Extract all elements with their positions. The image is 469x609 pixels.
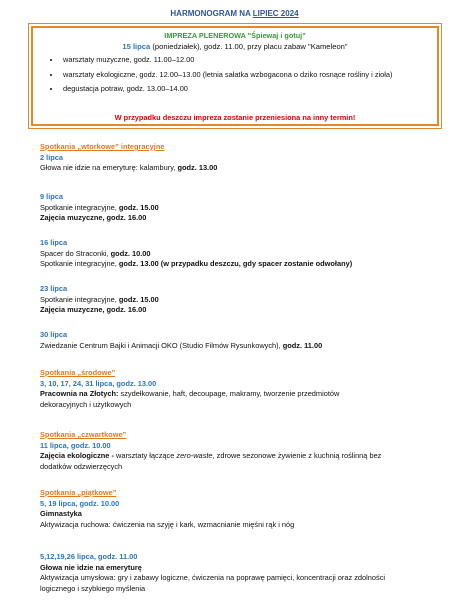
friday-entry-2-title: Głowa nie idzie na emeryturę — [40, 562, 142, 572]
rain-notice: W przypadku deszczu impreza zostanie przeniesiona na inny termin! — [114, 113, 356, 122]
entry-text: Spotkanie integracyjne, — [40, 259, 119, 268]
thursday-entry-2: dodatków odzwierzęcych — [40, 461, 123, 471]
event-activity-list — [41, 55, 449, 99]
event-box — [31, 26, 439, 126]
entry-time: godz. 13.00 (w przypadku deszczu, gdy spacer zostanie odwołany) — [118, 259, 353, 268]
entry-time: godz. 15.00 — [118, 202, 159, 212]
tuesday-entry-2a — [40, 203, 450, 214]
entry-text: Spotkanie integracyjne, — [40, 202, 119, 212]
page-title — [0, 9, 469, 20]
tuesday-date-4: 23 lipca — [40, 284, 68, 293]
entry-text-cont: , zdrowe sezonowe żywienie z kuchnią roślinną bez — [212, 451, 382, 460]
thursday-heading: Spotkania „czwartkowe” — [40, 430, 127, 439]
friday-heading: Spotkania „piątkowe” — [40, 488, 117, 497]
tuesday-entry-2b: Zajęcia muzyczne, godz. 16.00 — [40, 213, 147, 222]
entry-text: Zwiedzanie Centrum Bajki i Animacji OKO (Studio Filmów Rysunkowych), — [40, 340, 283, 350]
thursday-section — [40, 430, 450, 472]
friday-entry-1-text: Aktywizacja ruchowa: ćwiczenia na szyję i kark, wzmacnianie mięśni rąk i nóg — [40, 519, 295, 529]
tuesday-block-5 — [40, 330, 450, 351]
tuesday-date-1: 2 lipca — [40, 152, 64, 162]
entry-italic: zero-waste — [176, 451, 213, 460]
event-date-line — [33, 42, 437, 53]
entry-time: godz. 15.00 — [118, 294, 159, 304]
title-month: LIPIEC 2024 — [252, 9, 299, 18]
entry-title: Pracownia na Złotych: — [40, 389, 119, 398]
tuesday-entry-4b: Zajęcia muzyczne, godz. 16.00 — [40, 305, 147, 314]
friday-entry-2-text-2: logicznego i szybkiego myślenia — [40, 583, 146, 593]
friday-entry-2-text-1: Aktywizacja umysłowa: gry i zabawy logiczne, ćwiczenia na poprawę pamięci, koncentracji oraz zdolności — [40, 573, 386, 582]
event-line-rest: (poniedziałek), godz. 11.00, przy placu zabaw "Kameleon" — [150, 42, 348, 51]
tuesday-section — [40, 142, 450, 174]
entry-text: Głowa nie idzie na emeryturę: kalambury, — [40, 163, 178, 172]
entry-time: godz. 10.00 — [110, 248, 151, 258]
friday-date-1: 5, 19 lipca, godz. 10.00 — [40, 498, 120, 508]
tuesday-heading: Spotkania „wtorkowe” integracyjne — [40, 142, 165, 151]
friday-block-2 — [40, 552, 450, 594]
event-date: 15 lipca — [122, 42, 151, 51]
tuesday-block-4 — [40, 284, 450, 316]
tuesday-block-3 — [40, 238, 450, 270]
tuesday-block-2 — [40, 192, 450, 224]
event-title: IMPREZA PLENEROWA "Śpiewaj i gotuj" — [164, 31, 306, 40]
entry-text: Spacer do Straconki, — [40, 248, 111, 258]
entry-time: godz. 11.00 — [282, 340, 323, 350]
tuesday-date-3: 16 lipca — [40, 238, 68, 247]
tuesday-entry-5 — [40, 341, 450, 352]
wednesday-entry-1 — [40, 389, 450, 400]
entry-time: godz. 13.00 — [177, 163, 218, 172]
wednesday-heading: Spotkania „środowe” — [40, 368, 116, 377]
entry-text: szydełkowanie, haft, decoupage, makramy, tworzenie przedmiotów — [118, 389, 340, 398]
list-item: • warsztaty muzyczne, godz. 11.00–12.00 — [61, 55, 449, 66]
tuesday-date-2: 9 lipca — [40, 192, 64, 201]
wednesday-section — [40, 368, 450, 410]
thursday-dates: 11 lipca, godz. 10.00 — [40, 440, 111, 450]
tuesday-date-5: 30 lipca — [40, 330, 68, 339]
list-item: • warsztaty ekologiczne, godz. 12.00–13.00 (letnia sałatka wzbogacona o dziko rosnące rośliny i zioła) — [61, 70, 449, 81]
list-item: • degustacja potraw, godz. 13.00–14.00 — [61, 84, 449, 95]
entry-text: warsztaty łączące — [113, 451, 177, 460]
friday-entry-1-title: Gimnastyka — [40, 509, 82, 518]
title-prefix: HARMONOGRAM NA — [170, 9, 253, 18]
friday-section — [40, 488, 450, 530]
friday-date-2: 5,12,19,26 lipca, godz. 11.00 — [40, 552, 138, 561]
entry-text: Spotkanie integracyjne, — [40, 294, 119, 304]
tuesday-entry-3a — [40, 249, 450, 260]
entry-title: Zajęcia ekologiczne - — [40, 451, 114, 460]
wednesday-dates: 3, 10, 17, 24, 31 lipca, godz. 13.00 — [40, 378, 157, 388]
tuesday-entry-3b — [40, 259, 450, 270]
tuesday-entry-4a — [40, 295, 450, 306]
tuesday-entry-1 — [40, 163, 450, 174]
thursday-entry-1 — [40, 451, 450, 462]
wednesday-entry-2: dekoracyjnych i użytkowych — [40, 399, 132, 409]
